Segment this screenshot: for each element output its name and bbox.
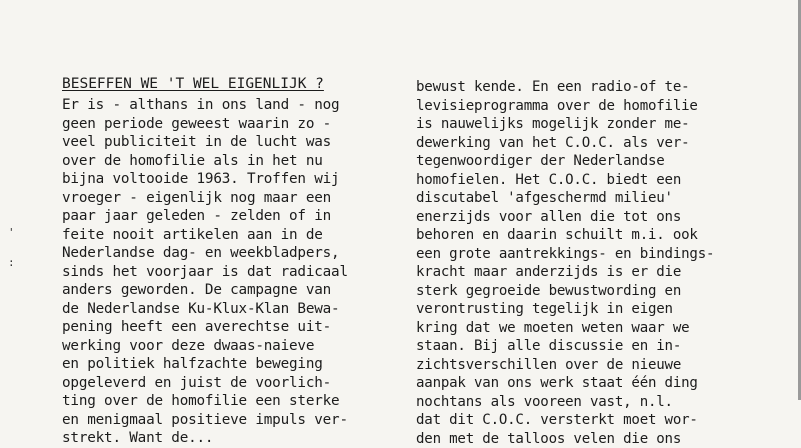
text-line: kring dat we moeten weten waar we — [416, 319, 714, 338]
text-line: zichtsverschillen over de nieuwe — [416, 356, 714, 375]
text-line: Nederlandse dag- en weekbladpers, — [62, 244, 348, 263]
text-line: behoren en daarin schuilt m.i. ook — [416, 226, 714, 245]
text-line: geen periode geweest waarin zo - — [62, 115, 348, 134]
text-line: levisieprogramma over de homofilie — [416, 97, 714, 116]
text-line: sinds het voorjaar is dat radicaal — [62, 263, 348, 282]
left-column-text — [62, 96, 348, 448]
article-heading: BESEFFEN WE 'T WEL EIGENLIJK ? — [62, 74, 324, 94]
text-line: ting over de homofilie een sterke — [62, 392, 348, 411]
text-line: discutabel 'afgeschermd milieu' — [416, 189, 714, 208]
text-line: tegenwoordiger der Nederlandse — [416, 152, 714, 171]
text-line: en menigmaal positieve impuls ver- — [62, 411, 348, 430]
text-line: paar jaar geleden - zelden of in — [62, 207, 348, 226]
text-line: verontrusting tegelijk in eigen — [416, 300, 714, 319]
margin-mark-top: ' — [8, 226, 15, 239]
text-line: sterk gegroeide bewustwording en — [416, 282, 714, 301]
text-line: pening heeft een averechtse uit- — [62, 318, 348, 337]
margin-mark-bottom: : — [8, 256, 15, 269]
text-line: bewust kende. En een radio-of te- — [416, 78, 714, 97]
text-line: en politiek halfzachte beweging — [62, 355, 348, 374]
text-line: vroeger - eigenlijk nog maar een — [62, 189, 348, 208]
text-line: over de homofilie als in het nu — [62, 152, 348, 171]
text-line: feite nooit artikelen aan in de — [62, 226, 348, 245]
text-line: is nauwelijks mogelijk zonder me- — [416, 115, 714, 134]
text-line: dewerking van het C.O.C. als ver- — [416, 134, 714, 153]
text-line: opgeleverd en juist de voorlich- — [62, 374, 348, 393]
text-line: bijna voltooide 1963. Troffen wij — [62, 170, 348, 189]
text-line: staan. Bij alle discussie en in- — [416, 337, 714, 356]
text-line: aanpak van ons werk staat één ding — [416, 374, 714, 393]
text-line: homofielen. Het C.O.C. biedt een — [416, 171, 714, 190]
text-line: de Nederlandse Ku-Klux-Klan Bewa- — [62, 300, 348, 319]
text-line: dat dit C.O.C. versterkt moet wor- — [416, 411, 714, 430]
text-line: den met de talloos velen die ons — [416, 430, 714, 448]
right-column-text — [416, 78, 714, 448]
text-line: Er is - althans in ons land - nog — [62, 96, 348, 115]
text-line: enerzijds voor allen die tot ons — [416, 208, 714, 227]
text-line: kracht maar anderzijds is er die — [416, 263, 714, 282]
text-line: werking voor deze dwaas-naieve — [62, 337, 348, 356]
text-line: strekt. Want de... — [62, 429, 348, 448]
text-line: veel publiciteit in de lucht was — [62, 133, 348, 152]
text-line: een grote aantrekkings- en bindings- — [416, 245, 714, 264]
text-line: nochtans als vooreen vast, n.l. — [416, 393, 714, 412]
text-line: anders geworden. De campagne van — [62, 281, 348, 300]
